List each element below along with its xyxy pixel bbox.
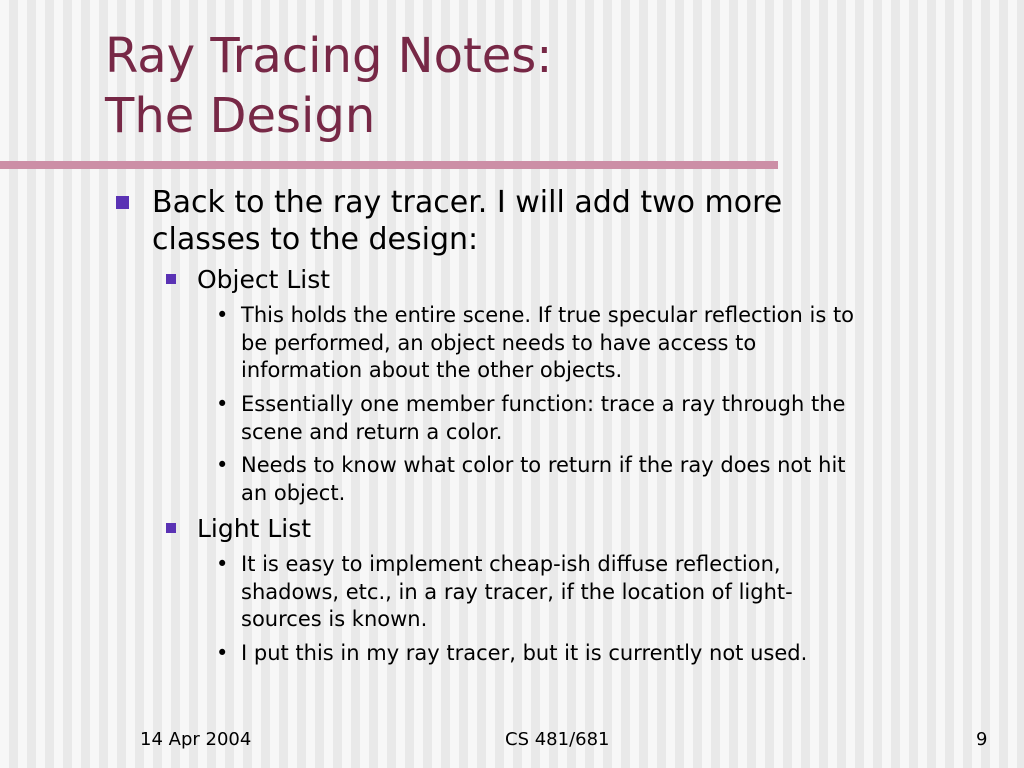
bullet-light-list bbox=[197, 513, 311, 544]
footer-date: 14 Apr 2004 bbox=[140, 729, 252, 750]
title-divider bbox=[0, 161, 778, 169]
list-item-line: an object. bbox=[241, 480, 346, 505]
footer-page-number: 9 bbox=[976, 729, 988, 750]
list-item-line: scene and return a color. bbox=[241, 419, 503, 444]
bullet-object-list bbox=[197, 264, 330, 295]
bullet-light-list-item-1 bbox=[216, 551, 793, 634]
bullet-intro bbox=[152, 184, 782, 258]
bullet-intro-line-1: Back to the ray tracer. I will add two more bbox=[152, 185, 783, 220]
list-item-line: Essentially one member function: trace a ray through the bbox=[241, 392, 846, 416]
bullet-object-list-label: Object List bbox=[197, 265, 331, 294]
list-item-line: It is easy to implement cheap-ish diffuse reflection, bbox=[241, 552, 781, 576]
bullet-object-list-item-2 bbox=[216, 391, 846, 446]
bullet-light-list-label: Light List bbox=[197, 514, 312, 543]
list-item-line: I put this in my ray tracer, but it is currently not used. bbox=[241, 641, 808, 665]
list-item-line: This holds the entire scene. If true specular reflection is to bbox=[241, 303, 855, 327]
bullet-object-list-item-1 bbox=[216, 302, 855, 385]
dot-bullet-icon: • bbox=[216, 641, 229, 665]
square-bullet-icon bbox=[116, 196, 129, 209]
slide-title-line-1: Ray Tracing Notes: bbox=[105, 28, 553, 84]
bullet-light-list-item-2 bbox=[216, 640, 808, 668]
slide-title bbox=[105, 26, 552, 146]
list-item-line: sources is known. bbox=[241, 607, 428, 631]
list-item-line: Needs to know what color to return if the ray does not hit bbox=[241, 453, 846, 477]
footer-course: CS 481/681 bbox=[505, 729, 610, 750]
dot-bullet-icon: • bbox=[216, 392, 229, 416]
list-item-line: information about the other objects. bbox=[241, 358, 623, 382]
dot-bullet-icon: • bbox=[216, 453, 229, 477]
bullet-intro-line-2: classes to the design: bbox=[152, 222, 479, 257]
dot-bullet-icon: • bbox=[216, 552, 229, 576]
slide-title-line-2: The Design bbox=[105, 88, 376, 144]
list-item-line: be performed, an object needs to have access to bbox=[241, 330, 757, 355]
bullet-object-list-item-3 bbox=[216, 452, 846, 507]
square-bullet-icon bbox=[166, 274, 176, 284]
square-bullet-icon bbox=[166, 523, 176, 533]
dot-bullet-icon: • bbox=[216, 303, 229, 327]
list-item-line: shadows, etc., in a ray tracer, if the location of light- bbox=[241, 579, 793, 604]
